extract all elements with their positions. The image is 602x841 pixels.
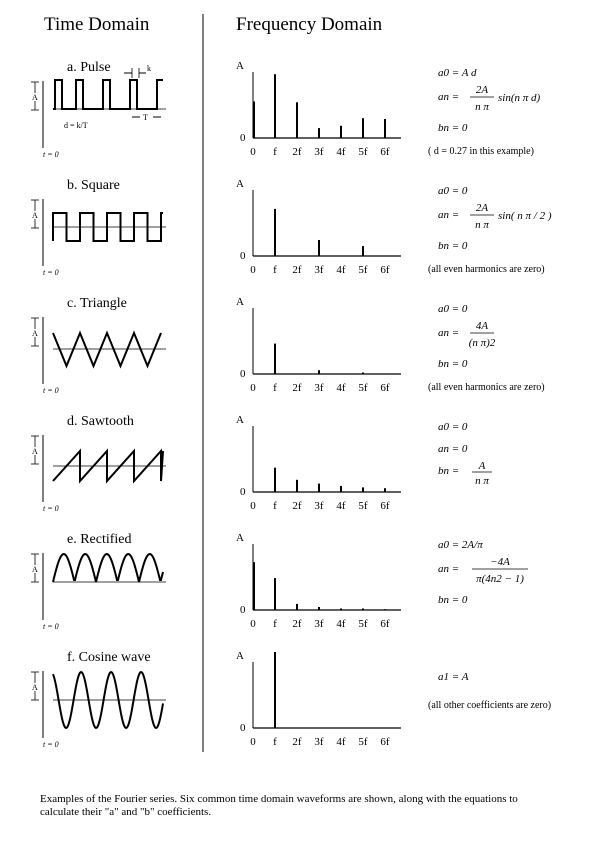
sawtooth-spectrum-zero-label: 0 [240,486,246,498]
cosine-freq-tick-6: 6f [380,736,390,748]
pulse-freq-tick-1: f [273,146,277,158]
row-sawtooth [31,414,492,513]
rectified-spectrum-amp-label: A [236,532,244,544]
sawtooth-freq-tick-2: 2f [292,500,302,512]
caption-line-2: calculate their "a" and "b" coefficients. [40,806,212,818]
cosine-t0-label: t = 0 [43,740,59,749]
pulse-note: ( d = 0.27 in this example) [428,146,534,157]
cosine-freq-tick-3: 3f [314,736,324,748]
pulse-freq-tick-0: 0 [250,146,256,158]
cosine-freq-tick-4: 4f [336,736,346,748]
triangle-waveform [53,333,161,366]
rectified-freq-tick-3: 3f [314,618,324,630]
rectified-a0-equation: a0 = 2A/π [438,539,483,551]
rectified-spectrum-zero-label: 0 [240,604,246,616]
square-freq-tick-1: f [273,264,277,276]
square-freq-tick-4: 4f [336,264,346,276]
triangle-spectrum-amp-label: A [236,296,244,308]
sawtooth-freq-tick-5: 5f [358,500,368,512]
triangle-an-lhs: an = [438,327,460,339]
pulse-an-denominator: n π [475,101,489,113]
rectified-freq-tick-0: 0 [250,618,256,630]
square-an-lhs: an = [438,209,460,221]
square-t0-label: t = 0 [43,268,59,277]
triangle-freq-tick-4: 4f [336,382,346,394]
pulse-freq-tick-6: 6f [380,146,390,158]
sawtooth-bn-denominator: n π [475,475,489,487]
square-an-numerator: 2A [475,202,489,214]
pulse-a0-equation: a0 = A d [438,67,477,79]
row-pulse [31,60,541,159]
pulse-title: a. Pulse [67,60,111,75]
sawtooth-spectrum-amp-label: A [236,414,244,426]
triangle-an-numerator: 4A [475,320,489,332]
pulse-waveform [53,80,163,109]
triangle-an-denominator: (n π)2 [468,337,496,349]
rectified-freq-tick-6: 6f [380,618,390,630]
square-an-tail: sin( n π / 2 ) [498,210,552,222]
row-square [31,178,552,277]
cosine-spectrum-amp-label: A [236,650,244,662]
cosine-a1-equation: a1 = A [438,671,469,683]
rectified-freq-tick-5: 5f [358,618,368,630]
T-label: T [143,113,148,122]
cosine-freq-tick-1: f [273,736,277,748]
square-an-denominator: n π [475,219,489,231]
square-freq-tick-3: 3f [314,264,324,276]
rectified-t0-label: t = 0 [43,622,59,631]
pulse-freq-tick-4: 4f [336,146,346,158]
frequency-domain-header: Frequency Domain [236,14,383,35]
cosine-amplitude-label: A [32,683,38,692]
triangle-freq-tick-0: 0 [250,382,256,394]
pulse-freq-tick-2: 2f [292,146,302,158]
square-a0-equation: a0 = 0 [438,185,468,197]
rectified-waveform [53,554,163,582]
pulse-t0-label: t = 0 [43,150,59,159]
sawtooth-freq-tick-6: 6f [380,500,390,512]
triangle-freq-tick-5: 5f [358,382,368,394]
k-label: k [147,64,151,73]
square-freq-tick-6: 6f [380,264,390,276]
cosine-title: f. Cosine wave [67,650,151,665]
sawtooth-amplitude-label: A [32,447,38,456]
pulse-spectrum-zero-label: 0 [240,132,246,144]
triangle-freq-tick-1: f [273,382,277,394]
sawtooth-bn-numerator: A [478,460,486,472]
sawtooth-title: d. Sawtooth [67,414,134,429]
caption-line-1: Examples of the Fourier series. Six common time domain waveforms are shown, along with the equations to [40,793,518,805]
sawtooth-bn-lhs: bn = [438,465,460,477]
pulse-an-numerator: 2A [475,84,489,96]
rectified-title: e. Rectified [67,532,132,547]
triangle-title: c. Triangle [67,296,127,311]
sawtooth-freq-tick-4: 4f [336,500,346,512]
time-domain-header: Time Domain [44,14,150,35]
square-note: (all even harmonics are zero) [428,264,545,275]
pulse-freq-tick-5: 5f [358,146,368,158]
triangle-freq-tick-3: 3f [314,382,324,394]
triangle-bn-equation: bn = 0 [438,358,468,370]
triangle-freq-tick-6: 6f [380,382,390,394]
square-spectrum-amp-label: A [236,178,244,190]
square-bn-equation: bn = 0 [438,240,468,252]
pulse-freq-tick-3: 3f [314,146,324,158]
sawtooth-t0-label: t = 0 [43,504,59,513]
rectified-freq-tick-4: 4f [336,618,346,630]
pulse-an-lhs: an = [438,91,460,103]
rectified-an-lhs: an = [438,563,460,575]
square-spectrum-zero-label: 0 [240,250,246,262]
triangle-freq-tick-2: 2f [292,382,302,394]
row-rectified [31,532,528,631]
triangle-amplitude-label: A [32,329,38,338]
sawtooth-freq-tick-1: f [273,500,277,512]
pulse-an-tail: sin(n π d) [498,92,541,104]
triangle-a0-equation: a0 = 0 [438,303,468,315]
sawtooth-freq-tick-0: 0 [250,500,256,512]
cosine-note: (all other coefficients are zero) [428,700,552,711]
rectified-freq-tick-2: 2f [292,618,302,630]
triangle-t0-label: t = 0 [43,386,59,395]
triangle-spectrum-zero-label: 0 [240,368,246,380]
pulse-amplitude-label: A [32,93,38,102]
cosine-freq-tick-0: 0 [250,736,256,748]
rectified-freq-tick-1: f [273,618,277,630]
rectified-an-denominator: π(4n2 − 1) [476,573,524,585]
square-freq-tick-2: 2f [292,264,302,276]
sawtooth-an-equation: an = 0 [438,443,468,455]
duty-cycle-label: d = k/T [64,121,88,130]
row-triangle [31,296,545,395]
cosine-freq-tick-5: 5f [358,736,368,748]
square-amplitude-label: A [32,211,38,220]
triangle-note: (all even harmonics are zero) [428,382,545,393]
cosine-freq-tick-2: 2f [292,736,302,748]
rectified-bn-equation: bn = 0 [438,594,468,606]
square-title: b. Square [67,178,120,193]
sawtooth-freq-tick-3: 3f [314,500,324,512]
waveform-rows [31,60,552,749]
square-freq-tick-5: 5f [358,264,368,276]
sawtooth-a0-equation: a0 = 0 [438,421,468,433]
rectified-amplitude-label: A [32,565,38,574]
row-cosine [31,650,551,749]
square-freq-tick-0: 0 [250,264,256,276]
rectified-an-numerator: −4A [490,556,510,568]
pulse-bn-equation: bn = 0 [438,122,468,134]
cosine-spectrum-zero-label: 0 [240,722,246,734]
pulse-spectrum-amp-label: A [236,60,244,72]
